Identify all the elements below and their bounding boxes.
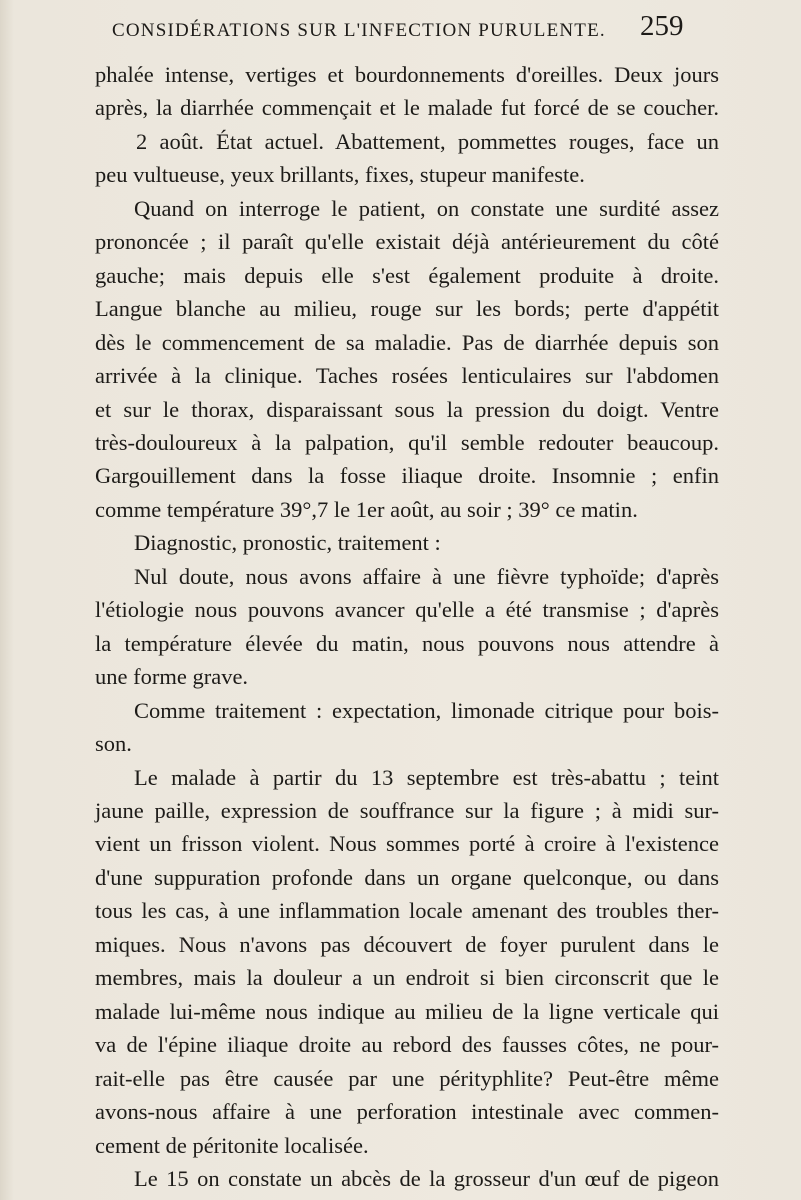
text-line: phalée intense, vertiges et bourdonnements d'oreilles. Deux jours [95, 62, 719, 87]
text-line: d'une suppuration profonde dans un organe quelconque, ou dans [95, 865, 719, 890]
text-line: 2 août. État actuel. Abattement, pommettes rouges, face un [136, 129, 719, 154]
text-line: membres, mais la douleur a un endroit si bien circonscrit que le [95, 965, 719, 990]
text-line: Le 15 on constate un abcès de la grosseur d'un œuf de pigeon [134, 1166, 719, 1191]
text-line: avons-nous affaire à une perforation intestinale avec commen- [95, 1099, 719, 1124]
text-line: l'étiologie nous pouvons avancer qu'elle a été transmise ; d'après [95, 597, 719, 622]
running-title: CONSIDÉRATIONS SUR L'INFECTION PURULENTE. [112, 20, 606, 41]
text-line: vient un frisson violent. Nous sommes porté à croire à l'existence [95, 831, 719, 856]
text-line: son. [95, 731, 132, 756]
text-line: tous les cas, à une inflammation locale amenant des troubles ther- [95, 898, 719, 923]
text-line: dès le commencement de sa maladie. Pas de diarrhée depuis son [95, 330, 719, 355]
text-line: Comme traitement : expectation, limonade citrique pour bois- [134, 698, 719, 723]
text-line: Le malade à partir du 13 septembre est très-abattu ; teint [134, 765, 719, 790]
text-line: Quand on interroge le patient, on constate une surdité assez [134, 196, 719, 221]
text-line: malade lui-même nous indique au milieu de la ligne verticale qui [95, 999, 719, 1024]
text-line: une forme grave. [95, 664, 249, 689]
text-line: très-douloureux à la palpation, qu'il semble redouter beaucoup. [95, 430, 719, 455]
page-number: 259 [640, 10, 684, 42]
text-line: miques. Nous n'avons pas découvert de foyer purulent dans le [95, 932, 719, 957]
text-line: Diagnostic, pronostic, traitement : [134, 530, 441, 555]
text-line: après, la diarrhée commençait et le malade fut forcé de se coucher. [95, 95, 719, 120]
text-line: prononcée ; il paraît qu'elle existait déjà antérieurement du côté [95, 229, 719, 254]
text-line: rait-elle pas être causée par une pérityphlite? Peut-être même [95, 1066, 719, 1091]
text-line: Gargouillement dans la fosse iliaque droite. Insomnie ; enfin [95, 463, 719, 488]
text-line: cement de péritonite localisée. [95, 1133, 369, 1158]
text-line: la température élevée du matin, nous pouvons nous attendre à [95, 631, 719, 656]
text-line: Nul doute, nous avons affaire à une fièvre typhoïde; d'après [134, 564, 719, 589]
text-line: comme température 39°,7 le 1er août, au soir ; 39° ce matin. [95, 497, 638, 522]
text-line: arrivée à la clinique. Taches rosées lenticulaires sur l'abdomen [95, 363, 719, 388]
text-line: Langue blanche au milieu, rouge sur les bords; perte d'appétit [95, 296, 719, 321]
text-line: peu vultueuse, yeux brillants, fixes, stupeur manifeste. [95, 162, 585, 187]
text-line: et sur le thorax, disparaissant sous la pression du doigt. Ventre [95, 397, 719, 422]
text-line: gauche; mais depuis elle s'est également produite à droite. [95, 263, 719, 288]
text-line: jaune paille, expression de souffrance sur la figure ; à midi sur- [95, 798, 719, 823]
text-line: va de l'épine iliaque droite au rebord des fausses côtes, ne pour- [95, 1032, 719, 1057]
